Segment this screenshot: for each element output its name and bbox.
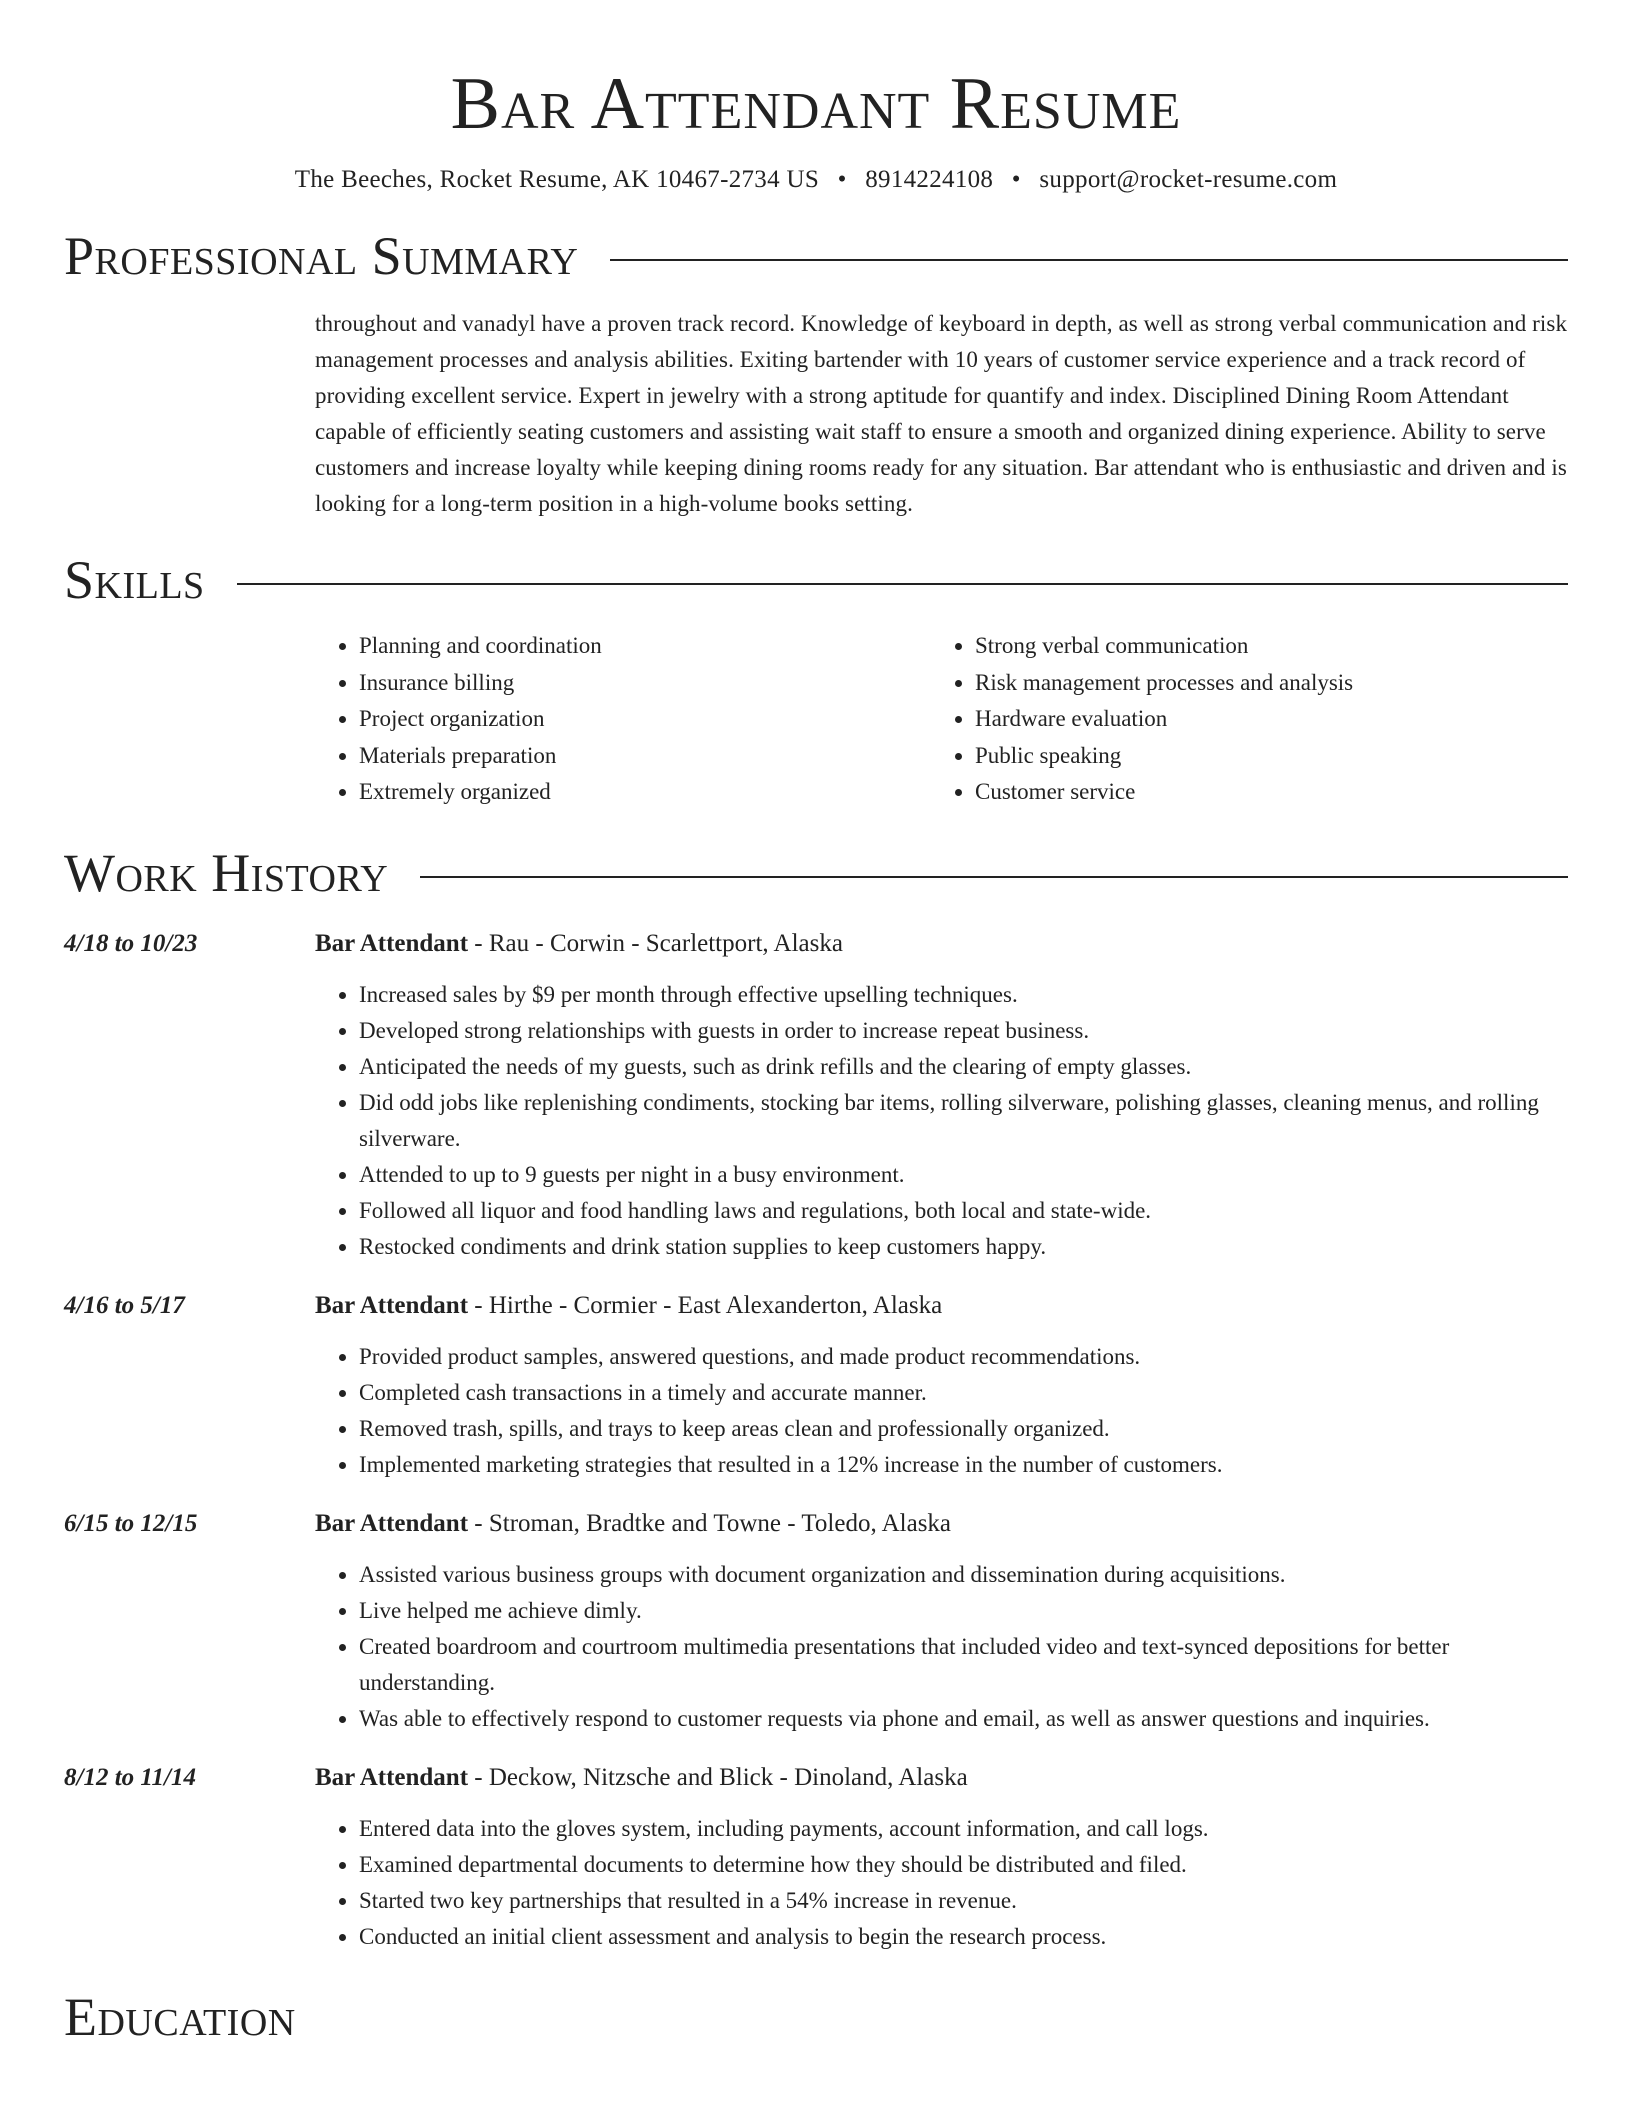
work-section-header	[64, 841, 1568, 905]
job-bullet: • Entered data into the gloves system, including payments, account information, and call logs.	[359, 1811, 1568, 1847]
work-heading: Work History	[64, 842, 389, 903]
skill-item: • Planning and coordination	[359, 628, 931, 665]
job-bullet: • Conducted an initial client assessment and analysis to begin the research process.	[359, 1919, 1568, 1955]
job-entry	[64, 1507, 1568, 1737]
job-company: - Stroman, Bradtke and Towne - Toledo, Alaska	[468, 1509, 952, 1537]
contact-separator: •	[837, 166, 847, 193]
skills-column-left	[315, 628, 931, 811]
section-divider	[610, 259, 1568, 261]
education-section-header	[64, 1985, 1568, 2049]
job-bullet: • Created boardroom and courtroom multimedia presentations that included video and text-synced depositions for better understanding.	[359, 1629, 1568, 1701]
job-entry	[64, 1289, 1568, 1483]
job-bullet: • Started two key partnerships that resulted in a 54% increase in revenue.	[359, 1883, 1568, 1919]
job-header	[64, 1507, 1568, 1541]
skill-item: • Project organization	[359, 701, 931, 738]
skills-list	[315, 628, 1568, 811]
summary-heading: Professional Summary	[64, 226, 579, 286]
job-bullet: • Did odd jobs like replenishing condiments, stocking bar items, rolling silverware, polishing glasses, cleaning menus, and rolling silverware.	[359, 1085, 1568, 1157]
skill-item: • Extremely organized	[359, 774, 931, 811]
skills-section-header	[64, 548, 1568, 612]
job-bullet: • Assisted various business groups with document organization and dissemination during acquisitions.	[359, 1557, 1568, 1593]
job-entry	[64, 1761, 1568, 1955]
skills-column-right	[931, 628, 1547, 811]
job-company: - Hirthe - Cormier - East Alexanderton, Alaska	[468, 1291, 943, 1319]
job-title: Bar Attendant	[315, 1763, 469, 1791]
job-header	[64, 927, 1568, 961]
job-dates: 4/18 to 10/23	[64, 929, 198, 957]
skill-item: • Public speaking	[975, 738, 1547, 775]
contact-phone: 8914224108	[865, 166, 994, 193]
skill-item: • Materials preparation	[359, 738, 931, 775]
job-bullets	[315, 977, 1568, 1265]
summary-text: throughout and vanadyl have a proven track record. Knowledge of keyboard in depth, as well as strong verbal communication and risk management processes and analysis abilities. Exiting bartender with 10 years of customer service experience and a track record of providing excellent service. Expert in jewelry with a strong aptitude for quantify and index. Disciplined Dining Room Attendant capable of efficiently seating customers and assisting wait staff to ensure a smooth and organized dining experience. Ability to serve customers and increase loyalty while keeping dining rooms ready for any situation. Bar attendant who is enthusiastic and driven and is looking for a long-term position in a high-volume books setting.	[315, 311, 1568, 516]
section-divider	[237, 583, 1568, 585]
job-dates: 4/16 to 5/17	[64, 1291, 185, 1319]
job-header	[64, 1289, 1568, 1323]
contact-email: support@rocket-resume.com	[1039, 166, 1338, 193]
skill-item: • Customer service	[975, 774, 1547, 811]
contact-separator: •	[1011, 166, 1021, 193]
resume-title: Bar Attendant Resume	[450, 63, 1182, 145]
job-bullet: • Live helped me achieve dimly.	[359, 1593, 1568, 1629]
job-title: Bar Attendant	[315, 1509, 469, 1537]
job-bullet: • Increased sales by $9 per month through effective upselling techniques.	[359, 977, 1568, 1013]
job-bullet: • Developed strong relationships with guests in order to increase repeat business.	[359, 1013, 1568, 1049]
job-bullet: • Anticipated the needs of my guests, such as drink refills and the clearing of empty glasses.	[359, 1049, 1568, 1085]
skills-heading: Skills	[64, 550, 205, 610]
job-title: Bar Attendant	[315, 1291, 469, 1319]
job-entry	[64, 927, 1568, 1265]
job-dates: 6/15 to 12/15	[64, 1509, 198, 1537]
job-bullets	[315, 1339, 1568, 1483]
summary-section-header	[64, 224, 1568, 288]
skill-item: • Risk management processes and analysis	[975, 665, 1547, 702]
job-bullet: • Examined departmental documents to determine how they should be distributed and filed.	[359, 1847, 1568, 1883]
job-bullet: • Attended to up to 9 guests per night in a busy environment.	[359, 1157, 1568, 1193]
job-company: - Rau - Corwin - Scarlettport, Alaska	[468, 929, 843, 957]
job-header	[64, 1761, 1568, 1795]
job-bullet: • Removed trash, spills, and trays to keep areas clean and professionally organized.	[359, 1411, 1568, 1447]
job-bullet: • Completed cash transactions in a timely and accurate manner.	[359, 1375, 1568, 1411]
skill-item: • Hardware evaluation	[975, 701, 1547, 738]
job-bullet: • Was able to effectively respond to customer requests via phone and email, as well as answer questions and inquiries.	[359, 1701, 1568, 1737]
skill-item: • Strong verbal communication	[975, 628, 1547, 665]
contact-address: The Beeches, Rocket Resume, AK 10467-2734 US	[294, 166, 820, 193]
job-bullet: • Restocked condiments and drink station supplies to keep customers happy.	[359, 1229, 1568, 1265]
skill-item: • Insurance billing	[359, 665, 931, 702]
job-bullet: • Provided product samples, answered questions, and made product recommendations.	[359, 1339, 1568, 1375]
job-bullets	[315, 1557, 1568, 1737]
section-divider	[420, 876, 1568, 878]
job-title: Bar Attendant	[315, 929, 469, 957]
work-history	[64, 927, 1568, 1955]
job-bullet: • Implemented marketing strategies that resulted in a 12% increase in the number of customers.	[359, 1447, 1568, 1483]
job-dates: 8/12 to 11/14	[64, 1763, 196, 1791]
resume-page	[64, 0, 1568, 2049]
job-company: - Deckow, Nitzsche and Blick - Dinoland, Alaska	[468, 1763, 968, 1791]
job-bullets	[315, 1811, 1568, 1955]
education-heading: Education	[64, 1986, 296, 2047]
job-bullet: • Followed all liquor and food handling laws and regulations, both local and state-wide.	[359, 1193, 1568, 1229]
contact-line	[64, 164, 1568, 196]
